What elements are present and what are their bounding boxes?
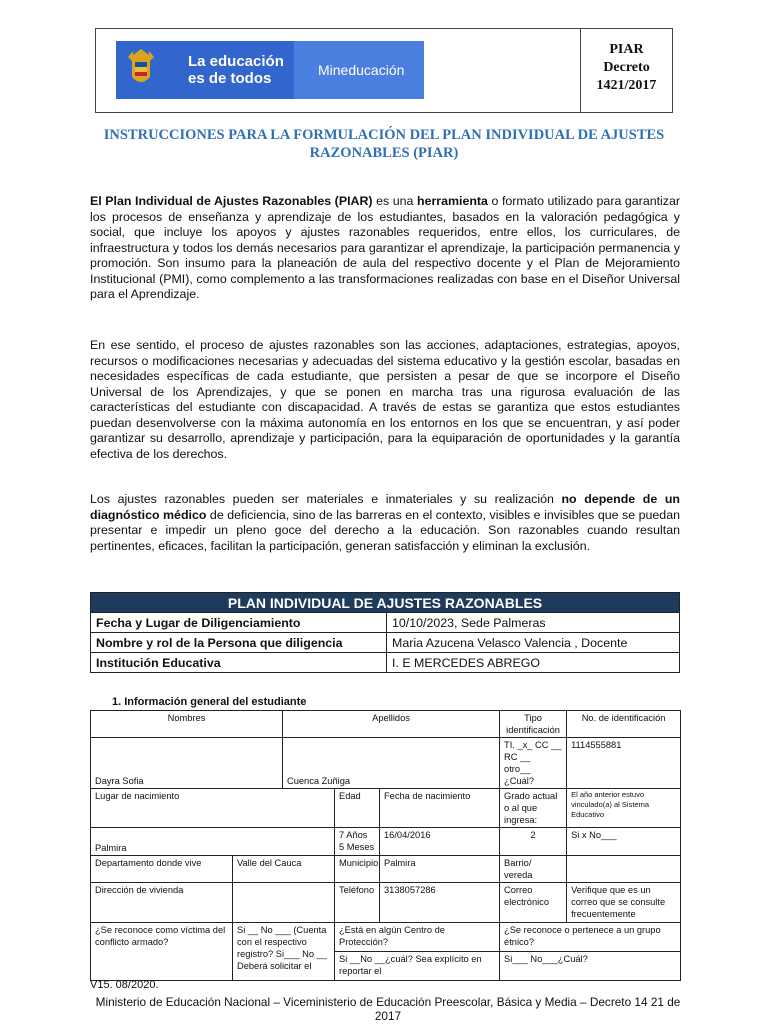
p1-mid: es una bbox=[372, 194, 417, 208]
table-row bbox=[91, 828, 681, 856]
row-value[interactable]: 10/10/2023, Sede Palmeras bbox=[387, 613, 680, 633]
label-departamento: Departamento donde vive bbox=[91, 856, 233, 883]
tipo-id-line-2: otro__ ¿Cuál? bbox=[504, 764, 535, 786]
piar-summary-table bbox=[90, 592, 680, 673]
table-row bbox=[91, 653, 680, 673]
grado-value[interactable]: 2 bbox=[500, 828, 567, 856]
label-grado: Grado actual o al que ingresa: bbox=[500, 789, 567, 828]
label-direccion: Dirección de vivienda bbox=[91, 883, 233, 923]
logo-line-1: La educación bbox=[188, 53, 284, 70]
doc-label-line-3: 1421/2017 bbox=[596, 78, 657, 93]
p1-bold-herramienta: herramienta bbox=[417, 194, 488, 208]
paragraph-1 bbox=[90, 194, 680, 303]
table-row bbox=[91, 789, 681, 828]
p3-rest: de deficiencia, sino de las barreras en el contexto, visibles e invisibles que se puedan presentar e impedir un pleno goce del derecho a la educación. Son razonables cuando resultan pertinentes, eficaces, facilitan la participación, generan satisfacción y eliminan la exclusión. bbox=[90, 507, 680, 553]
label-lugar: Lugar de nacimiento bbox=[91, 789, 335, 828]
telefono-value[interactable]: 3138057286 bbox=[380, 883, 500, 923]
section-1-title: 1. Información general del estudiante bbox=[112, 696, 307, 708]
barrio-value[interactable] bbox=[567, 856, 681, 883]
table-row bbox=[91, 613, 680, 633]
centro-value[interactable]: Si __No __¿cuál? Sea explícito en reportar el bbox=[339, 954, 482, 976]
doc-label-line-1: PIAR bbox=[609, 42, 644, 57]
label-centro: ¿Está en algún Centro de Protección? bbox=[335, 923, 499, 952]
lugar-value[interactable]: Palmira bbox=[91, 828, 335, 856]
p1-rest: o formato utilizado para garantizar los procesos de enseñanza y aprendizaje de los estudiantes, basados en la valoración pedagógica y social, que incluye los apoyos y ajustes razonables requeridos, entre ellos, los curriculares, de infraestructura y todos los demás necesarios para garantizar el aprendizaje, la participación permanencia y promoción. Son insumo para la planeación de aula del respectivo docente y el Plan de Mejoramiento Institucional (PMI), como complemento a las transformaciones realizadas con base en el Diseñor Universal para el Aprendizaje. bbox=[90, 194, 681, 301]
piar-table-heading: PLAN INDIVIDUAL DE AJUSTES RAZONABLES bbox=[91, 593, 680, 613]
label-etnico: ¿Se reconoce o pertenece a un grupo étnico? bbox=[500, 923, 680, 952]
paragraph-3 bbox=[90, 492, 680, 554]
fecha-value[interactable]: 16/04/2016 bbox=[380, 828, 500, 856]
doc-label bbox=[581, 41, 672, 95]
edad-value[interactable]: 7 Años 5 Meses bbox=[335, 828, 380, 856]
header-numero-id: No. de identificación bbox=[567, 711, 681, 738]
anterior-value[interactable]: Si x No___ bbox=[567, 828, 681, 856]
logo-line-2: es de todos bbox=[188, 70, 272, 87]
page-title: INSTRUCCIONES PARA LA FORMULACIÓN DEL PLAN INDIVIDUAL DE AJUSTES RAZONABLES (PIAR) bbox=[103, 127, 665, 161]
table-row bbox=[91, 711, 681, 738]
colombia-crest-icon bbox=[124, 47, 158, 91]
tipo-id-line-1: TI. _x_ CC __ RC __ bbox=[504, 740, 562, 762]
logo-ministry-name: Mineducación bbox=[318, 62, 405, 78]
label-barrio: Barrio/ vereda bbox=[500, 856, 567, 883]
apellidos-value[interactable]: Cuenca Zuñiga bbox=[283, 738, 500, 789]
footer-ministry: Ministerio de Educación Nacional – Viceministerio de Educación Preescolar, Básica y Media – Decreto 14 21 de 2017 bbox=[95, 995, 681, 1023]
row-value[interactable]: Maria Azucena Velasco Valencia , Docente bbox=[387, 633, 680, 653]
table-row bbox=[91, 633, 680, 653]
p3-start: Los ajustes razonables pueden ser materiales e inmateriales y su realización bbox=[90, 492, 562, 506]
centro-cell bbox=[335, 923, 500, 981]
etnico-cell bbox=[500, 923, 681, 981]
label-anterior: El año anterior estuvo vinculado(a) al Sistema Educativo bbox=[567, 789, 681, 828]
p3-bold: no depende de un diagnóstico médico bbox=[90, 492, 680, 522]
paragraph-2: En ese sentido, el proceso de ajustes razonables son las acciones, adaptaciones, estrategias, apoyos, recursos o modificaciones necesarias y adecuadas del sistema educativo y la gestión escolar, basadas en necesidades específicas de cada estudiante, que persisten a pesar de que se incorpore el Diseño Universal de los Aprendizajes, y que se ponen en marcha tras una rigurosa evaluación de las características del estudiante con discapacidad. A través de estas se garantiza que estos estudiantes puedan desenvolverse con la máxima autonomía en los entornos en los que se encuentran, y así poder garantizar su desarrollo, aprendizaje y participación, para la equiparación de oportunidades y la garantía efectiva de los derechos. bbox=[90, 338, 680, 461]
row-label: Fecha y Lugar de Diligenciamiento bbox=[91, 613, 387, 633]
label-telefono: Teléfono bbox=[335, 883, 380, 923]
label-fecha: Fecha de nacimiento bbox=[380, 789, 500, 828]
table-row bbox=[91, 883, 681, 923]
header-tipo-id: Tipo identificación bbox=[500, 711, 567, 738]
document-header bbox=[95, 28, 673, 113]
tipo-id-value[interactable] bbox=[500, 738, 567, 789]
label-edad: Edad bbox=[335, 789, 380, 828]
direccion-value[interactable] bbox=[233, 883, 335, 923]
label-municipio: Municipio bbox=[335, 856, 380, 883]
row-value[interactable]: I. E MERCEDES ABREGO bbox=[387, 653, 680, 673]
table-row bbox=[91, 738, 681, 789]
doc-label-line-2: Decreto bbox=[603, 60, 650, 75]
victima-value[interactable]: Si __ No ___ (Cuenta con el respectivo registro? Si___ No __ Deberá solicitar el bbox=[233, 923, 335, 981]
header-apellidos: Apellidos bbox=[283, 711, 500, 738]
student-info-table bbox=[90, 710, 681, 981]
nombres-value[interactable]: Dayra Sofia bbox=[91, 738, 283, 789]
correo-value[interactable]: Verifique que es un correo que se consulte frecuentemente bbox=[567, 883, 681, 923]
p1-bold-term: El Plan Individual de Ajustes Razonables (PIAR) bbox=[90, 194, 373, 208]
row-label: Institución Educativa bbox=[91, 653, 387, 673]
header-nombres: Nombres bbox=[91, 711, 283, 738]
municipio-value[interactable]: Palmira bbox=[380, 856, 500, 883]
numero-id-value[interactable]: 1114555881 bbox=[567, 738, 681, 789]
departamento-value[interactable]: Valle del Cauca bbox=[233, 856, 335, 883]
label-victima: ¿Se reconoce como víctima del conflicto armado? bbox=[91, 923, 233, 981]
etnico-value[interactable]: Si___ No___¿Cuál? bbox=[504, 954, 588, 964]
row-label: Nombre y rol de la Persona que diligencia bbox=[91, 633, 387, 653]
footer-version: V15. 08/2020. bbox=[90, 979, 159, 991]
table-row bbox=[91, 856, 681, 883]
label-correo: Correo electrónico bbox=[500, 883, 567, 923]
table-row bbox=[91, 923, 681, 981]
